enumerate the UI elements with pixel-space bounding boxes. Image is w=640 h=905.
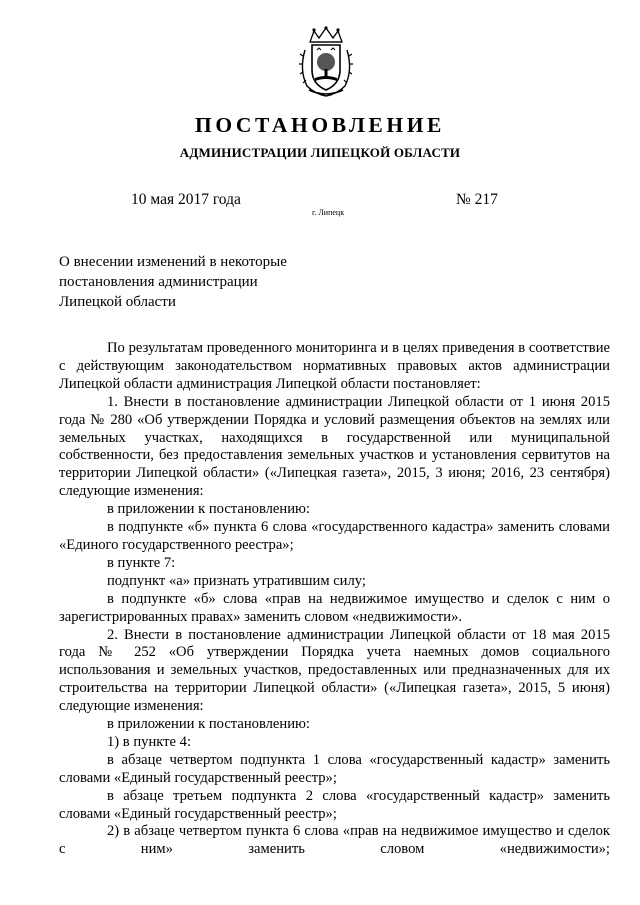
body-paragraph: 2. Внести в постановление администрации Липецкой области от 18 мая 2015 года № 252 «Об утверждении Порядка учета наемных домов социального использования и земельных участков, предоставленных или предназначенных для их строительства на территории Липецкой области» («Липецкая газета», 2015, 5 июня) следующие изменения: xyxy=(59,626,610,715)
body-paragraph: подпункт «а» признать утратившим силу; xyxy=(107,572,366,589)
body-paragraph: 2) в абзаце четвертом пункта 6 слова «прав на недвижимое имущество и сделок с ним» заменить словом «недвижимости»; xyxy=(59,823,610,858)
document-number: № 217 xyxy=(456,191,498,208)
document-city: г. Липецк xyxy=(312,208,345,217)
body-paragraph: в приложении к постановлению: xyxy=(107,716,310,733)
body-paragraph: в подпункте «б» слова «прав на недвижимое имущество и сделок с ним о зарегистрированных правах» заменить словом «недвижимости». xyxy=(59,590,610,625)
body-paragraph: в подпункте «б» пункта 6 слова «государственного кадастра» заменить словами «Единого государственного реестра»; xyxy=(59,519,610,553)
document-subject xyxy=(59,252,287,312)
document-title: ПОСТАНОВЛЕНИЕ xyxy=(195,113,445,137)
body-paragraph: в пункте 7: xyxy=(107,554,176,571)
document-subtitle: АДМИНИСТРАЦИИ ЛИПЕЦКОЙ ОБЛАСТИ xyxy=(179,145,461,160)
body-paragraph: 1) в пункте 4: xyxy=(107,733,192,750)
document-date: 10 мая 2017 года xyxy=(131,191,241,208)
subject-line: Липецкой области xyxy=(59,294,176,310)
body-paragraph: 1. Внести в постановление администрации Липецкой области от 1 июня 2015 года № 280 «Об утверждении Порядка и условий размещения объектов на землях или земельных участках, находящихся в государственной или муниципальной собственности, без предоставления земельных участков и установления сервитутов на территории Липецкой области» («Липецкая газета», 2015, 3 июня; 2016, 23 сентября) следующие изменения: xyxy=(59,393,610,500)
body-paragraph: в абзаце четвертом подпункта 1 слова «государственный кадастр» заменить словами «Единый государственный реестр»; xyxy=(59,751,610,786)
body-paragraph: в абзаце третьем подпункта 2 слова «государственный кадастр» заменить словами «Единый государственный реестр»; xyxy=(59,787,610,822)
subject-line: О внесении изменений в некоторые xyxy=(59,254,287,270)
coat-of-arms-icon xyxy=(297,26,355,98)
document-body xyxy=(59,340,610,859)
body-paragraph: в приложении к постановлению: xyxy=(107,501,310,518)
body-paragraph: По результатам проведенного мониторинга и в целях приведения в соответствие с действующим законодательством нормативных правовых актов администрации Липецкой области администрация Липецкой области постановляет: xyxy=(59,340,610,392)
subject-line: постановления администрации xyxy=(59,274,258,290)
